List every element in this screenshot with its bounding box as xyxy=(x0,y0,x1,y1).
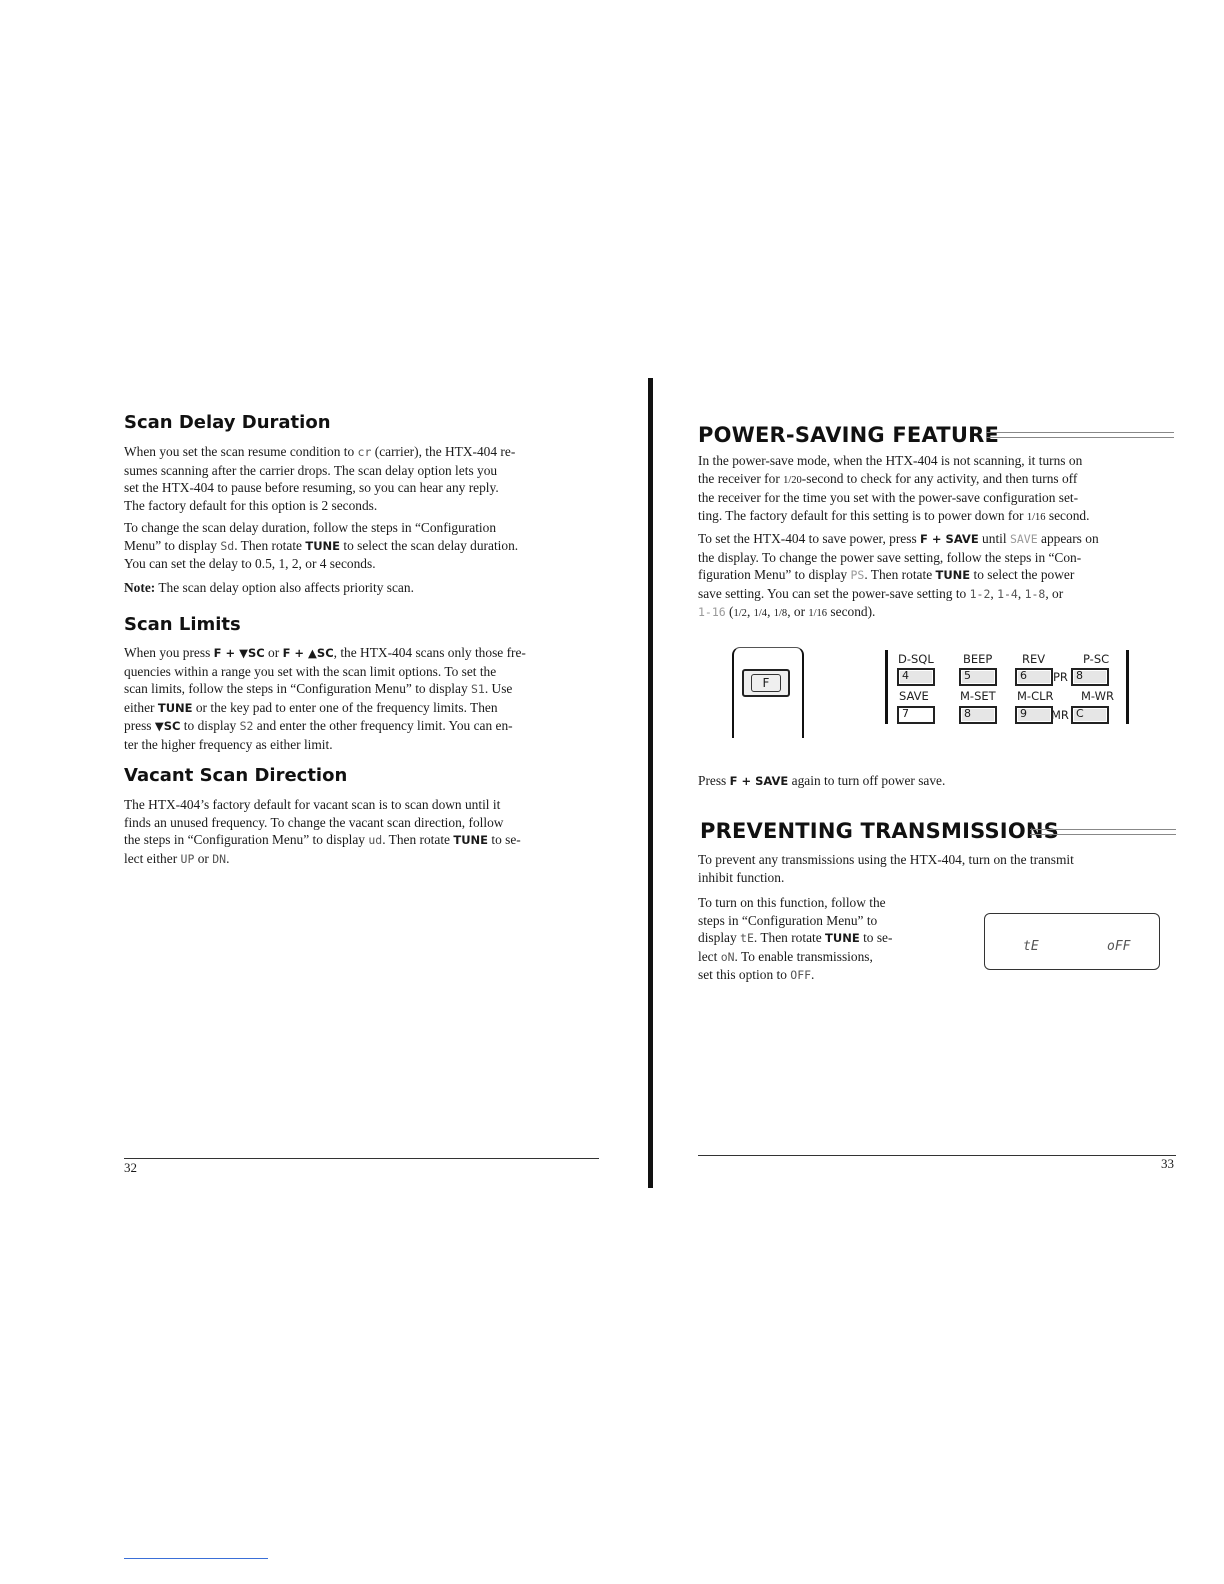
label-pr: PR xyxy=(1053,670,1068,684)
key-4: 4 xyxy=(897,668,935,686)
keypad-right-bar xyxy=(1126,650,1129,724)
scan-limits-heading: Scan Limits xyxy=(124,614,241,635)
scan-delay-paragraph-2: To change the scan delay duration, follow the steps in “Configuration Menu” to display Sd. Then rotate TUNE to select the scan delay duration. You can set the delay to 0.5, 1, 2, or 4 seconds. xyxy=(124,520,519,572)
book-spine xyxy=(648,378,653,1188)
lcd-display xyxy=(984,913,1160,970)
label-d-sql: D-SQL xyxy=(898,652,934,666)
key-6: 6 xyxy=(1015,668,1053,686)
label-save: SAVE xyxy=(899,689,929,703)
label-p-sc: P-SC xyxy=(1083,652,1110,666)
scan-delay-paragraph-1: When you set the scan resume condition to cr (carrier), the HTX-404 re- sumes scanning after the carrier drops. The scan delay option lets you set the HTX-404 to pause before resuming, so you can hear any reply. The factory default for this option is 2 seconds. xyxy=(124,444,516,513)
lcd-left-text: tE xyxy=(1023,939,1039,954)
power-saving-heading: POWER-SAVING FEATURE xyxy=(698,423,999,447)
preventing-transmissions-heading: PREVENTING TRANSMISSIONS xyxy=(700,819,1059,843)
page-number-right: 33 xyxy=(1161,1156,1174,1171)
vacant-scan-heading: Vacant Scan Direction xyxy=(124,765,348,786)
key-8: 8 xyxy=(959,706,997,724)
scan-limits-paragraph: When you press F + ▼SC or F + ▲SC, the HTX-404 scans only those fre- quencies within a range you set with the scan limit options. To set the scan limits, follow the steps in “Configuration Menu” to display S1. Use either TUNE or the key pad to enter one of the frequency limits. Then press ▼SC to display S2 and enter the other frequency limit. You can en- ter the higher frequency as either limit. xyxy=(124,645,526,752)
right-footer-rule xyxy=(698,1155,1176,1156)
lcd-right-text: oFF xyxy=(1107,939,1131,954)
label-mr: MR xyxy=(1051,708,1069,722)
power-saving-heading-rule xyxy=(986,432,1174,438)
key-7: 7 xyxy=(897,706,935,724)
label-rev: REV xyxy=(1022,652,1046,666)
label-m-set: M-SET xyxy=(960,689,996,703)
label-m-wr: M-WR xyxy=(1081,689,1114,703)
power-saving-paragraph-2: To set the HTX-404 to save power, press F + SAVE until SAVE appears on the display. To change the power save setting, follow the steps in “Con- figuration Menu” to display PS. Then rotate TUNE to select the power save setting. You can set the power-save setting to 1-2, 1-4, 1-8, or 1-16 (1/2, 1/4, 1/8, or 1/16 second). xyxy=(698,531,1099,620)
key-c: C xyxy=(1071,706,1109,724)
power-saving-paragraph-1: In the power-save mode, when the HTX-404 is not scanning, it turns on the receiver for 1/20-second to check for any activity, and then turns off the receiver for the time you set with the power-save configuration set- ting. The factory default for this setting is to power down for 1/16 second. xyxy=(698,453,1090,523)
label-beep: BEEP xyxy=(963,652,993,666)
key-8-top: 8 xyxy=(1071,668,1109,686)
f-key-button xyxy=(742,669,790,697)
vacant-scan-paragraph: The HTX-404’s factory default for vacant scan is to scan down until it finds an unused frequency. To change the vacant scan direction, follow the steps in “Configuration Menu” to display ud. Then rotate TUNE to se- lect either UP or DN. xyxy=(124,797,521,866)
preventing-heading-rule xyxy=(1030,829,1176,835)
page-number-left: 32 xyxy=(124,1160,137,1175)
keypad-left-bar xyxy=(885,650,888,724)
scan-delay-heading: Scan Delay Duration xyxy=(124,412,331,433)
f-key-label: F xyxy=(751,674,781,692)
power-saving-paragraph-3: Press F + SAVE again to turn off power save. xyxy=(698,773,946,788)
key-5: 5 xyxy=(959,668,997,686)
f-key-diagram xyxy=(732,647,802,739)
keypad-diagram xyxy=(885,650,1131,725)
preventing-paragraph-2: To turn on this function, follow the steps in “Configuration Menu” to display tE. Then rotate TUNE to se- lect oN. To enable transmissions, set this option to OFF. xyxy=(698,895,893,983)
preventing-paragraph-1: To prevent any transmissions using the HTX-404, turn on the transmit inhibit function. xyxy=(698,852,1074,885)
label-m-clr: M-CLR xyxy=(1017,689,1054,703)
bottom-blue-line xyxy=(124,1558,268,1559)
key-9: 9 xyxy=(1015,706,1053,724)
left-footer-rule xyxy=(124,1158,599,1159)
scan-delay-note: Note: The scan delay option also affects priority scan. xyxy=(124,580,414,595)
